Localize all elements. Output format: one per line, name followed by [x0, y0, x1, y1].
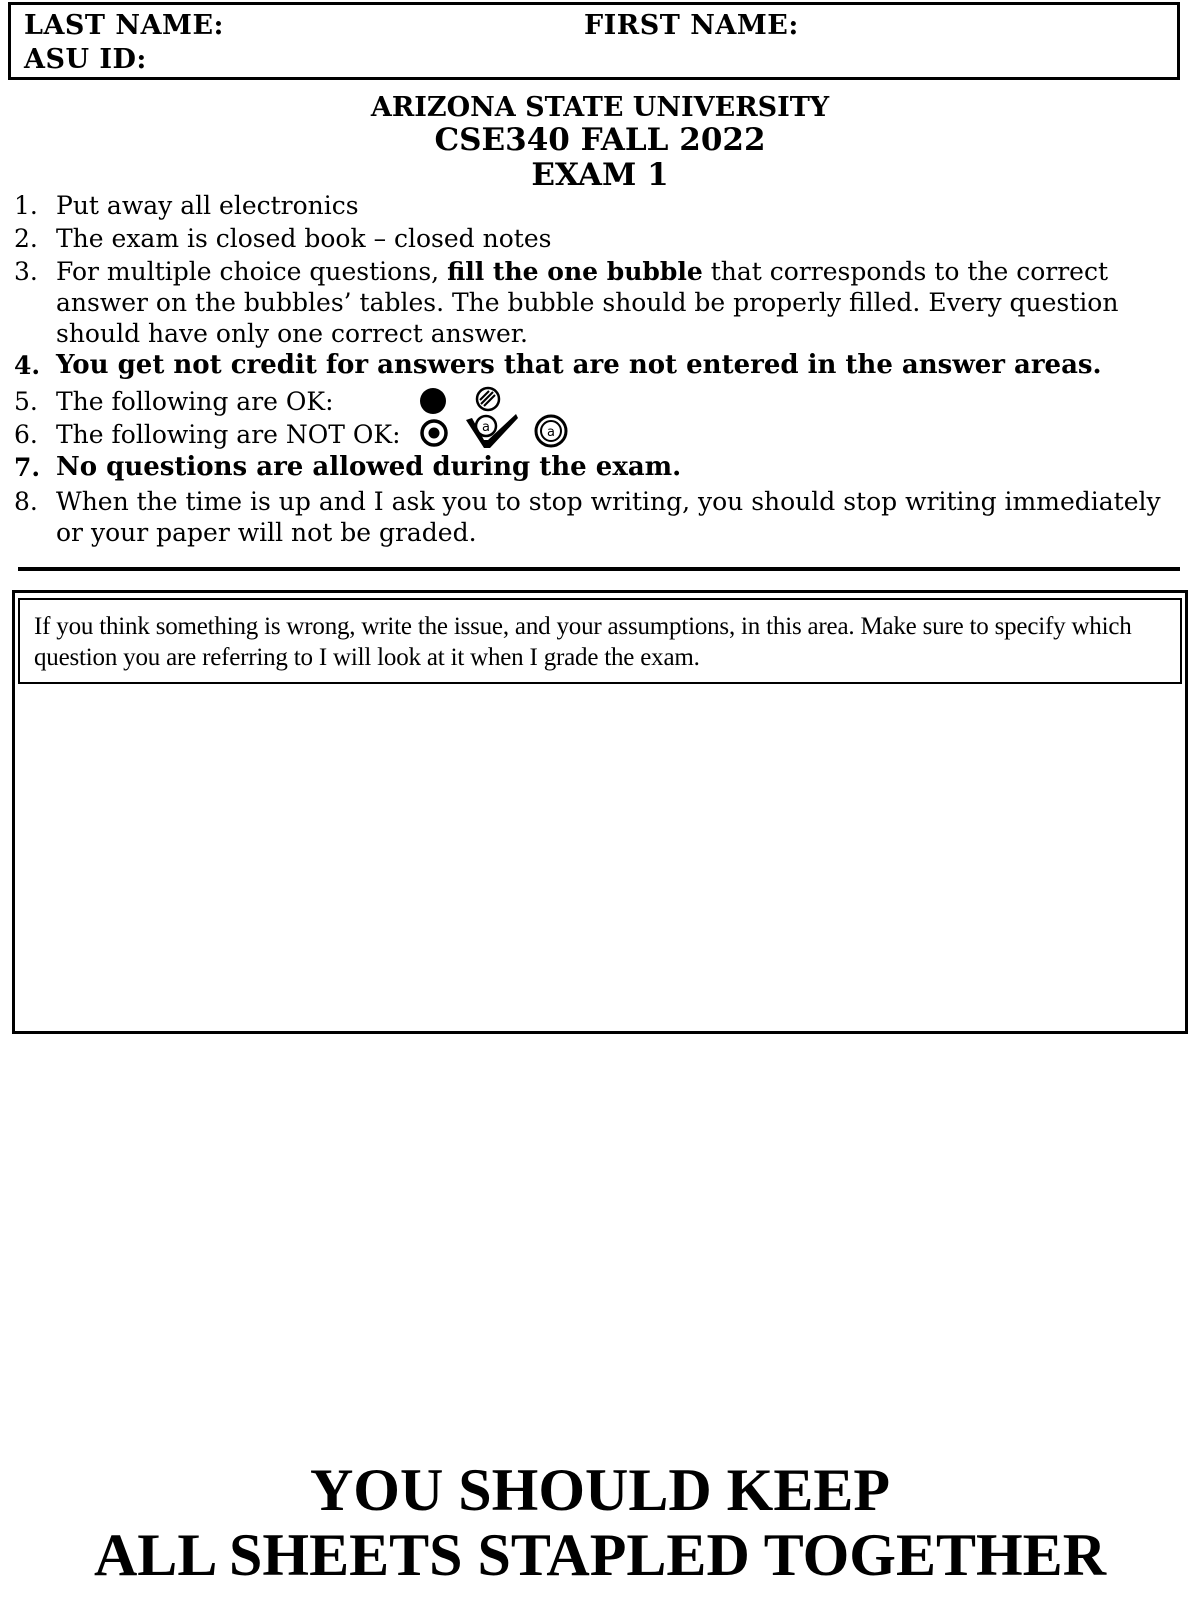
footer-line-1: YOU SHOULD KEEP — [309, 1457, 891, 1523]
checkmark-bubble-icon — [464, 410, 520, 450]
dot-bubble-icon — [420, 419, 448, 447]
notes-writing-area[interactable] — [20, 690, 1180, 1026]
course-title: CSE340 FALL 2022 — [434, 122, 766, 158]
university-title: ARIZONA STATE UNIVERSITY — [370, 92, 830, 123]
filled-bubble-icon — [418, 386, 448, 416]
asu-id-label: ASU ID: — [24, 44, 147, 75]
svg-text:a: a — [482, 420, 490, 435]
last-name-label: LAST NAME: — [24, 10, 224, 41]
circled-a-bubble-icon — [534, 414, 568, 448]
section-divider — [18, 567, 1180, 571]
svg-text:a: a — [547, 425, 555, 440]
exam-title: EXAM 1 — [531, 157, 669, 193]
footer-line-2: ALL SHEETS STAPLED TOGETHER — [93, 1522, 1107, 1588]
hatched-bubble-icon — [475, 386, 501, 412]
first-name-label: FIRST NAME: — [584, 10, 799, 41]
notes-instruction-text: If you think something is wrong, write the issue, and your assumptions, in this area. Make sure to specify which question you are referring to I will look at it when I grade the exam. — [34, 613, 1132, 671]
